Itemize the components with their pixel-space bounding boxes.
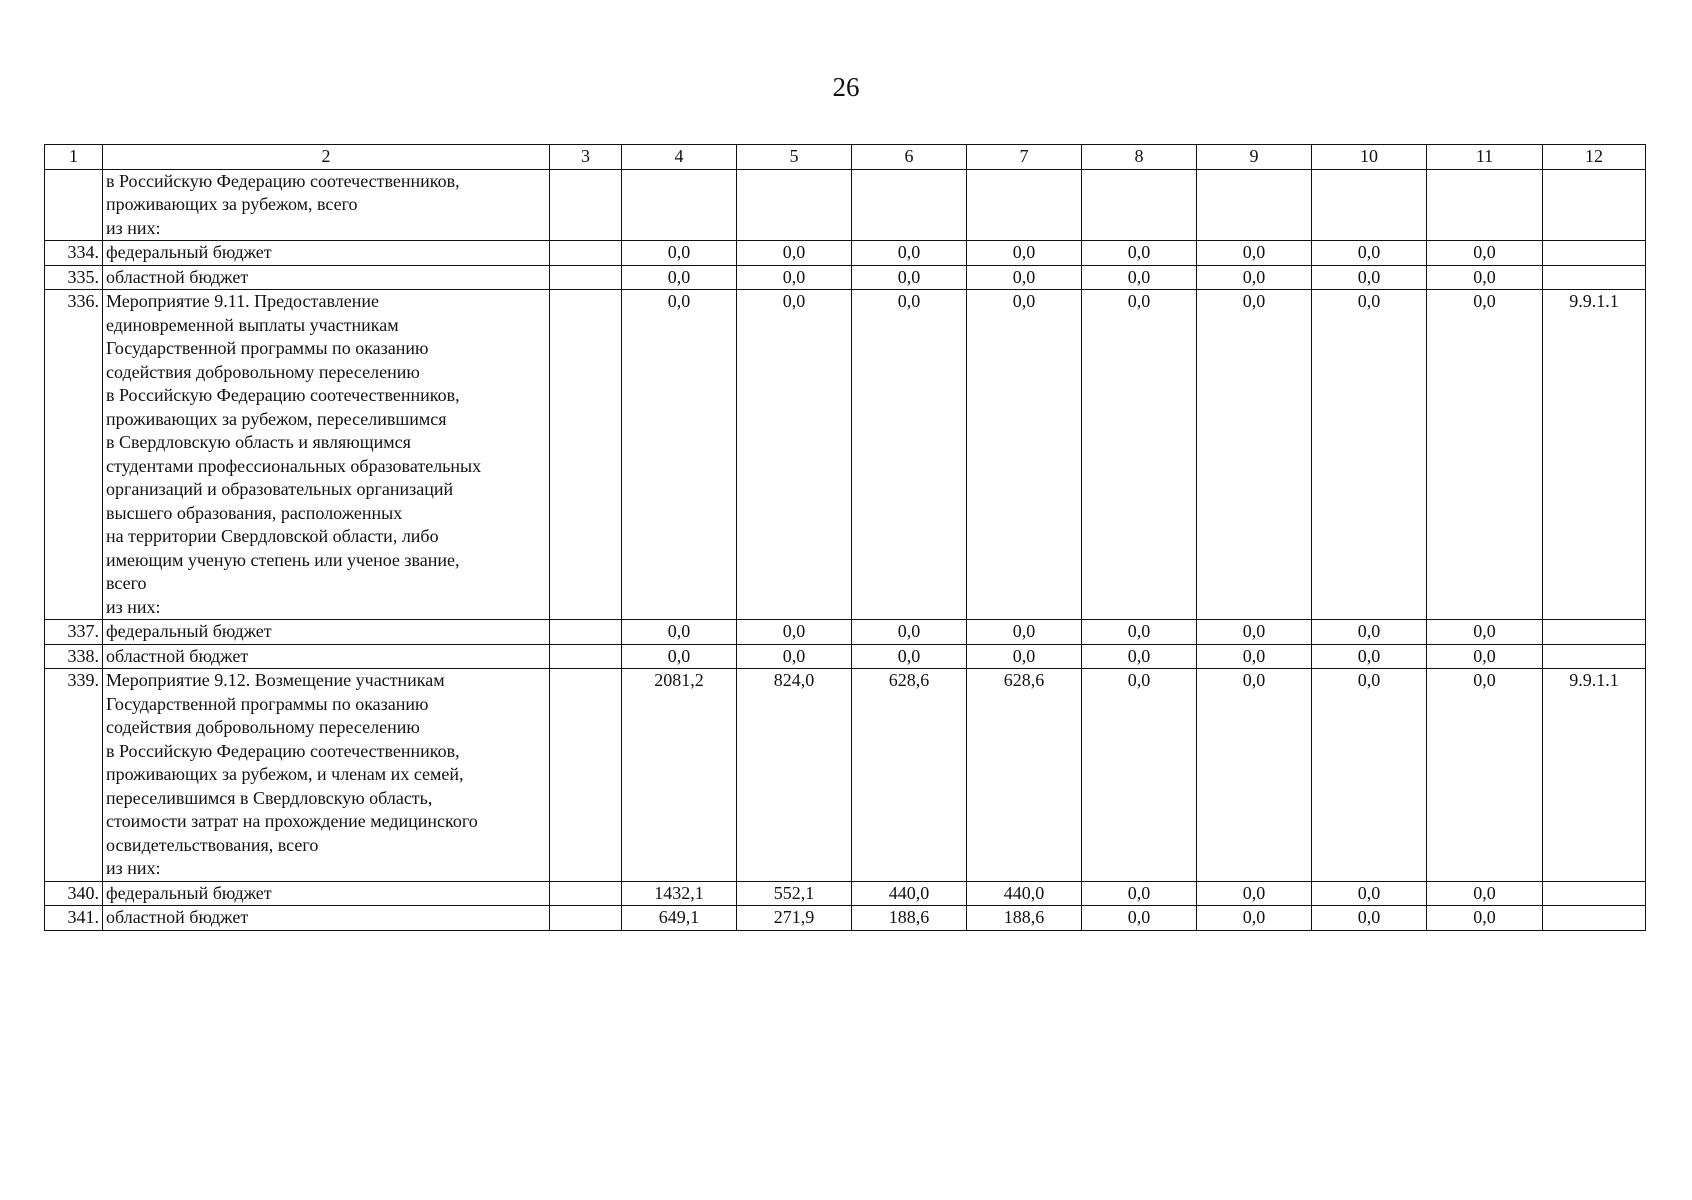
row-value: 271,9: [737, 906, 852, 931]
row-number: [45, 169, 103, 241]
row-value: 0,0: [1312, 906, 1427, 931]
row-value: 0,0: [622, 241, 737, 266]
column-number-header: 10: [1312, 145, 1427, 170]
row-name: федеральный бюджет: [103, 881, 550, 906]
row-reference: [1543, 620, 1646, 645]
row-col3: [550, 881, 622, 906]
row-value: 0,0: [967, 644, 1082, 669]
row-value: 0,0: [1082, 644, 1197, 669]
row-value: 0,0: [1197, 290, 1312, 620]
row-value: 0,0: [1312, 620, 1427, 645]
row-reference: [1543, 881, 1646, 906]
row-name: областной бюджет: [103, 644, 550, 669]
column-number-header: 1: [45, 145, 103, 170]
row-value: 0,0: [1082, 906, 1197, 931]
row-value: 0,0: [852, 620, 967, 645]
row-value: 0,0: [1312, 265, 1427, 290]
row-col3: [550, 906, 622, 931]
row-value: 0,0: [1082, 290, 1197, 620]
row-name: Мероприятие 9.11. Предоставление единовременной выплаты участникам Государственной программы по оказанию содействия добровольному переселению в Российскую Федерацию соотечественников, проживающих за рубежом, переселившимся в Свердловскую область и являющимся студентами профессиональных образовательных организаций и образовательных организаций высшего образования, расположенных на территории Свердловской области, либо имеющим ученую степень или ученое звание, всего из них:: [103, 290, 550, 620]
row-name: федеральный бюджет: [103, 620, 550, 645]
row-value: 440,0: [967, 881, 1082, 906]
row-name: федеральный бюджет: [103, 241, 550, 266]
row-value: 0,0: [1312, 881, 1427, 906]
row-value: [1312, 169, 1427, 241]
row-number: 337.: [45, 620, 103, 645]
table-body: [45, 169, 1646, 930]
row-value: 0,0: [1427, 644, 1543, 669]
row-value: 0,0: [852, 265, 967, 290]
column-number-header: 6: [852, 145, 967, 170]
row-value: 0,0: [967, 265, 1082, 290]
row-col3: [550, 241, 622, 266]
row-value: 0,0: [1082, 669, 1197, 882]
row-value: 0,0: [852, 290, 967, 620]
row-number: 341.: [45, 906, 103, 931]
row-value: 0,0: [1427, 881, 1543, 906]
row-number: 338.: [45, 644, 103, 669]
row-value: 628,6: [852, 669, 967, 882]
column-number-row: [45, 145, 1646, 170]
row-value: [967, 169, 1082, 241]
row-reference: [1543, 644, 1646, 669]
row-reference: [1543, 169, 1646, 241]
row-number: 334.: [45, 241, 103, 266]
row-value: 0,0: [967, 241, 1082, 266]
row-value: 0,0: [737, 241, 852, 266]
row-value: 628,6: [967, 669, 1082, 882]
table-row: [45, 290, 1646, 620]
column-number-header: 9: [1197, 145, 1312, 170]
row-value: 0,0: [1197, 669, 1312, 882]
row-reference: [1543, 906, 1646, 931]
row-value: 0,0: [1197, 265, 1312, 290]
table-row: [45, 241, 1646, 266]
row-value: 0,0: [1197, 881, 1312, 906]
row-col3: [550, 669, 622, 882]
column-number-header: 3: [550, 145, 622, 170]
row-value: 0,0: [622, 644, 737, 669]
row-number: 340.: [45, 881, 103, 906]
row-number: 335.: [45, 265, 103, 290]
row-value: 188,6: [967, 906, 1082, 931]
row-value: 0,0: [1082, 241, 1197, 266]
column-number-header: 12: [1543, 145, 1646, 170]
table-row: [45, 669, 1646, 882]
page-number: 26: [832, 72, 860, 102]
row-name: областной бюджет: [103, 906, 550, 931]
row-value: 0,0: [852, 241, 967, 266]
row-name: в Российскую Федерацию соотечественников, проживающих за рубежом, всего из них:: [103, 169, 550, 241]
row-col3: [550, 290, 622, 620]
row-value: 0,0: [1082, 265, 1197, 290]
row-value: 0,0: [1427, 669, 1543, 882]
row-value: 649,1: [622, 906, 737, 931]
row-value: [852, 169, 967, 241]
row-value: 0,0: [1312, 241, 1427, 266]
row-value: 552,1: [737, 881, 852, 906]
row-number: 336.: [45, 290, 103, 620]
row-col3: [550, 644, 622, 669]
row-value: 0,0: [1427, 290, 1543, 620]
row-value: [622, 169, 737, 241]
row-col3: [550, 265, 622, 290]
row-value: 0,0: [622, 265, 737, 290]
column-number-header: 8: [1082, 145, 1197, 170]
row-value: [737, 169, 852, 241]
column-number-header: 2: [103, 145, 550, 170]
column-number-header: 5: [737, 145, 852, 170]
row-value: [1082, 169, 1197, 241]
row-value: 0,0: [622, 290, 737, 620]
row-value: 2081,2: [622, 669, 737, 882]
row-value: 0,0: [1197, 906, 1312, 931]
table-row: [45, 169, 1646, 241]
row-value: 1432,1: [622, 881, 737, 906]
row-value: 440,0: [852, 881, 967, 906]
column-number-header: 7: [967, 145, 1082, 170]
row-reference: [1543, 241, 1646, 266]
table-row: [45, 881, 1646, 906]
row-value: 0,0: [1197, 644, 1312, 669]
row-value: 0,0: [967, 620, 1082, 645]
row-value: 0,0: [1197, 241, 1312, 266]
row-value: 0,0: [1427, 265, 1543, 290]
row-col3: [550, 169, 622, 241]
row-name: Мероприятие 9.12. Возмещение участникам Государственной программы по оказанию содействия добровольному переселению в Российскую Федерацию соотечественников, проживающих за рубежом, и членам их семей, переселившимся в Свердловскую область, стоимости затрат на прохождение медицинского освидетельствования, всего из них:: [103, 669, 550, 882]
row-value: [1197, 169, 1312, 241]
row-value: 0,0: [1427, 241, 1543, 266]
row-value: 0,0: [737, 644, 852, 669]
table-row: [45, 620, 1646, 645]
table-row: [45, 644, 1646, 669]
row-value: 0,0: [852, 644, 967, 669]
row-value: 0,0: [1312, 290, 1427, 620]
row-value: 0,0: [1312, 644, 1427, 669]
column-number-header: 4: [622, 145, 737, 170]
row-value: 0,0: [967, 290, 1082, 620]
row-value: 0,0: [1082, 881, 1197, 906]
table-row: [45, 265, 1646, 290]
row-value: 0,0: [1082, 620, 1197, 645]
row-value: 824,0: [737, 669, 852, 882]
row-value: 0,0: [1427, 620, 1543, 645]
row-reference: [1543, 265, 1646, 290]
row-number: 339.: [45, 669, 103, 882]
row-col3: [550, 620, 622, 645]
budget-table: [44, 144, 1646, 931]
row-value: 0,0: [622, 620, 737, 645]
row-value: 0,0: [1197, 620, 1312, 645]
row-reference: 9.9.1.1: [1543, 669, 1646, 882]
row-value: [1427, 169, 1543, 241]
row-value: 0,0: [1312, 669, 1427, 882]
row-value: 188,6: [852, 906, 967, 931]
row-reference: 9.9.1.1: [1543, 290, 1646, 620]
row-value: 0,0: [737, 620, 852, 645]
row-value: 0,0: [1427, 906, 1543, 931]
row-name: областной бюджет: [103, 265, 550, 290]
row-value: 0,0: [737, 290, 852, 620]
row-value: 0,0: [737, 265, 852, 290]
table-row: [45, 906, 1646, 931]
column-number-header: 11: [1427, 145, 1543, 170]
